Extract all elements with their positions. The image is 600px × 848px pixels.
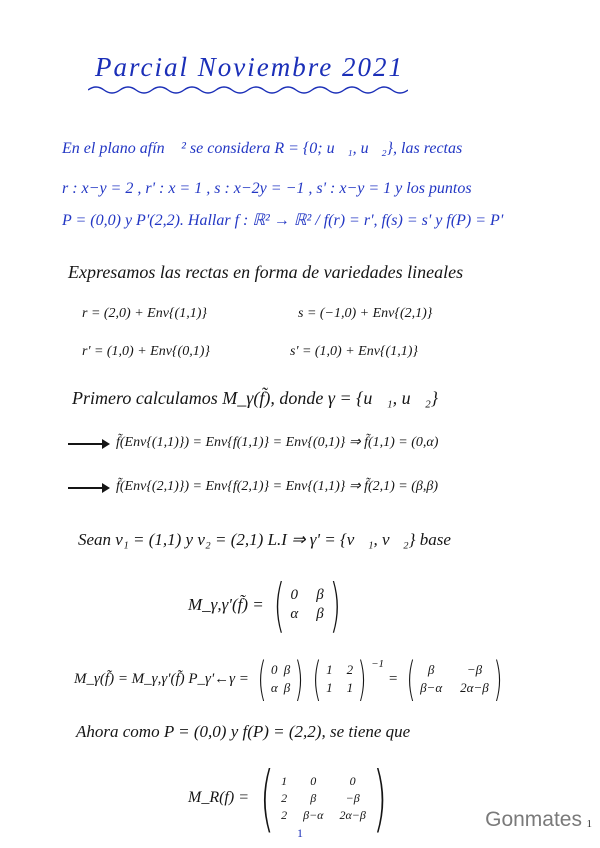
image-line-2: f̃(Env{(2,1)}) = Env{f(2,1)} = Env{(1,1)} ⇒ f̃(2,1) = (β,β) — [116, 479, 439, 494]
matrix-cell: 1 — [281, 773, 288, 788]
inverse-exponent: −1 — [371, 658, 384, 670]
matrix-cell: 1 — [346, 680, 354, 695]
matrix-cell: 2 — [346, 662, 354, 677]
matrix-lhs: M_γ,γ'(f̃) = — [188, 595, 264, 614]
matrix-cell: β — [310, 790, 317, 805]
matrix-cell: β — [283, 662, 291, 677]
matrix-cell: 2α−β — [339, 807, 366, 822]
step3-line: Sean v₁ = (1,1) y v₂ = (2,1) L.I ⇒ γ' = {v⃗₁, v⃗₂} base — [78, 530, 451, 549]
matrix-cell: β — [316, 587, 324, 603]
matrix-m2 — [326, 662, 353, 696]
corner-number: 1 — [586, 818, 592, 830]
matrix-R-lhs: M_R(f) = — [188, 789, 249, 806]
paren-right: ) — [329, 571, 341, 639]
matrix-cell: β−α — [420, 680, 443, 695]
matrix-m1 — [271, 662, 290, 696]
matrix-cell: β−α — [303, 807, 324, 822]
statement-line-1: En el plano afín ℝ² se considera R = {0; u⃗₁, u⃗₂}, las rectas — [62, 140, 463, 157]
matrix-cell: α — [270, 680, 278, 695]
statement-line-2: r : x−y = 2 , r' : x = 1 , s : x−2y = −1 , s' : x−y = 1 y los puntos — [62, 180, 472, 197]
line-s: s = (−1,0) + Env{(2,1)} — [298, 306, 433, 321]
matrix-2x2 — [290, 587, 323, 623]
matrix-R: M_R(f) = ( 1 0 0 2 β −β 2 β−α 2α−β ) — [188, 756, 387, 840]
step1-heading: Expresamos las rectas en forma de variedades lineales — [68, 262, 464, 282]
line-r: r = (2,0) + Env{(1,1)} — [82, 306, 207, 321]
matrix-cell: 2α−β — [460, 680, 489, 695]
line-r-prime: r' = (1,0) + Env{(0,1)} — [82, 344, 210, 359]
arrow-2 — [68, 487, 108, 489]
matrix-cell: β — [316, 606, 324, 622]
matrix-cell: β — [283, 680, 291, 695]
matrix-cell: 0 — [271, 662, 278, 677]
matrix-cell: 0 — [349, 773, 356, 788]
paren-left: ( — [273, 571, 285, 639]
matrix-cell: α — [290, 606, 299, 622]
matrix-cell: 1 — [326, 680, 333, 695]
matrix-cell: 1 — [326, 662, 333, 677]
statement-line-3: P = (0,0) y P'(2,2). Hallar f : ℝ² → ℝ² / f(r) = r', f(s) = s' y f(P) = P' — [62, 212, 504, 229]
matrix-m3 — [420, 662, 489, 696]
matrix-cell: 0 — [290, 587, 299, 603]
matrix-cell: −β — [466, 662, 483, 677]
matrix-cell: −β — [345, 790, 360, 805]
equals-sign: = — [388, 670, 399, 687]
matrix-product: M_γ(f̃) = M_γ,γ'(f̃) P_γ'←γ = ( 0 β α β ) ( 1 2 1 1 ) −1 = ( β −β β−α 2α−β ) — [74, 652, 503, 706]
step5-line: Ahora como P = (0,0) y f(P) = (2,2), se tiene que — [76, 722, 411, 741]
matrix-cell: 2 — [281, 790, 288, 805]
page-number: 1 — [297, 826, 303, 840]
brand-watermark: Gonmates — [485, 808, 582, 831]
matrix-3x3 — [281, 774, 366, 823]
matrix-cell: 2 — [281, 807, 288, 822]
page-title: Parcial Noviembre 2021 — [95, 52, 404, 82]
arrow-1 — [68, 443, 108, 445]
title-underline — [88, 84, 408, 96]
line-s-prime: s' = (1,0) + Env{(1,1)} — [290, 344, 418, 359]
matrix-gamma-gamma-prime — [188, 571, 346, 639]
image-line-1: f̃(Env{(1,1)}) = Env{f(1,1)} = Env{(0,1)} ⇒ f̃(1,1) = (0,α) — [116, 435, 439, 450]
step2-heading: Primero calculamos M_γ(f̃), donde γ = {u⃗₁, u⃗₂} — [72, 388, 439, 408]
matrix-cell: 0 — [310, 773, 317, 788]
matrix-cell: β — [427, 662, 435, 677]
product-lhs: M_γ(f̃) = M_γ,γ'(f̃) P_γ'←γ = — [74, 670, 249, 687]
